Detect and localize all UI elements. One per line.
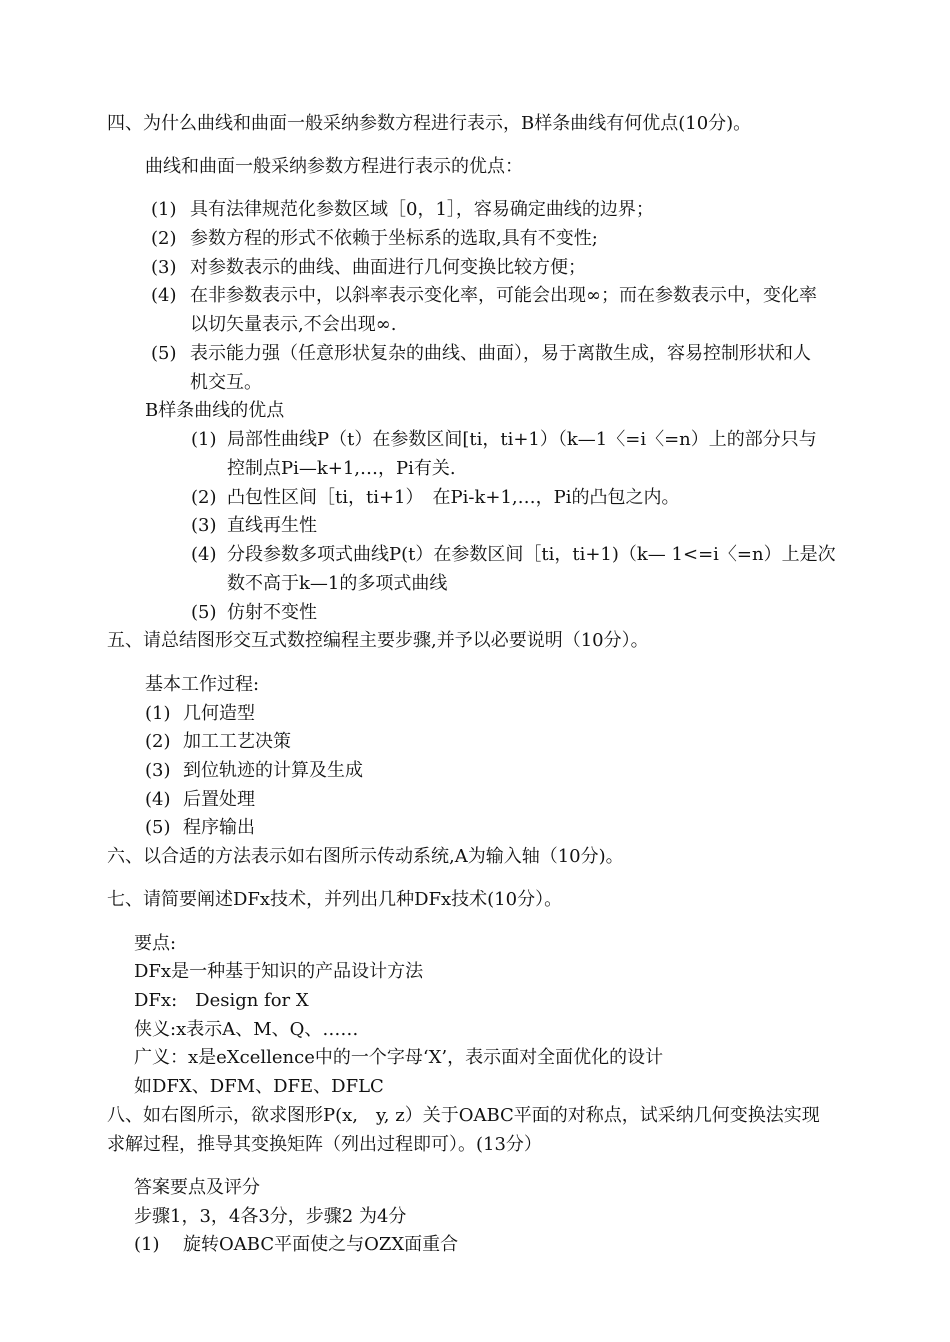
- q4-item-2-number: (2): [151, 228, 177, 249]
- q7-line-2: DFx是一种基于知识的产品设计方法: [134, 961, 424, 982]
- q7-line-1: 要点:: [134, 933, 177, 954]
- bspline-item-5-text: 仿射不变性: [227, 602, 317, 623]
- q4-item-1-text: 具有法律规范化参数区域［0，1］，容易确定曲线的边界；: [190, 199, 654, 220]
- q4-intro: 曲线和曲面一般采纳参数方程进行表示的优点：: [145, 156, 523, 177]
- bspline-item-5-number: (5): [191, 602, 217, 623]
- q4-item-5-text-line1: 表示能力强（任意形状复杂的曲线、曲面），易于离散生成，容易控制形状和人: [190, 343, 811, 364]
- bspline-item-4-number: (4): [191, 544, 217, 565]
- q4-item-1-number: (1): [151, 199, 177, 220]
- q8-title-line2: 求解过程，推导其变换矩阵（列出过程即可）。(13分）: [107, 1134, 542, 1155]
- q8-step1-number: (1): [134, 1234, 160, 1255]
- bspline-item-4-text-line2: 数不高于k—1的多项式曲线: [227, 573, 448, 594]
- q5-intro: 基本工作过程:: [145, 674, 260, 695]
- q4-item-4-number: (4): [151, 285, 177, 306]
- q5-item-2-number: (2): [145, 731, 171, 752]
- bspline-item-2-number: (2): [191, 487, 217, 508]
- q4-item-4-text-line2: 以切矢量表示,不会出现∞.: [190, 314, 397, 335]
- q4-title: 四、为什么曲线和曲面一般采纳参数方程进行表示，B样条曲线有何优点(10分)。: [107, 113, 752, 134]
- q4-item-3-number: (3): [151, 257, 177, 278]
- q5-title: 五、请总结图形交互式数控编程主要步骤,并予以必要说明（10分）。: [107, 630, 649, 651]
- q4-item-4-text-line1: 在非参数表示中，以斜率表示变化率，可能会出现∞；而在参数表示中，变化率: [190, 285, 817, 306]
- q5-item-5-text: 程序输出: [183, 817, 255, 838]
- q5-item-2-text: 加工工艺决策: [183, 731, 291, 752]
- bspline-item-2-text: 凸包性区间［ti，ti+1） 在Pi-k+1,…，Pi的凸包之内。: [227, 487, 680, 508]
- q5-item-3-text: 到位轨迹的计算及生成: [183, 760, 363, 781]
- bspline-item-1-text-line2: 控制点Pi—k+1,…，Pi有关.: [227, 458, 456, 479]
- q7-line-4: 侠义:x表示A、M、Q、……: [134, 1019, 359, 1040]
- bspline-item-1-text-line1: 局部性曲线P（t）在参数区间[ti，ti+1）（k—1〈=i〈=n）上的部分只与: [227, 429, 817, 450]
- q4-item-5-text-line2: 机交互。: [190, 372, 262, 393]
- q8-scoring: 步骤1，3，4各3分，步骤2 为4分: [134, 1206, 407, 1227]
- q8-step1-text: 旋转OABC平面使之与OZX面重合: [183, 1234, 459, 1255]
- q5-item-1-text: 几何造型: [183, 703, 255, 724]
- q4-item-3-text: 对参数表示的曲线、曲面进行几何变换比较方便；: [190, 257, 586, 278]
- bspline-item-3-number: (3): [191, 515, 217, 536]
- q5-item-4-text: 后置处理: [183, 789, 255, 810]
- q4-item-5-number: (5): [151, 343, 177, 364]
- q7-line-6: 如DFX、DFM、DFE、DFLC: [134, 1076, 384, 1097]
- bspline-heading: B样条曲线的优点: [145, 400, 285, 421]
- bspline-item-3-text: 直线再生性: [227, 515, 317, 536]
- q4-item-2-text: 参数方程的形式不依赖于坐标系的选取,具有不变性;: [190, 228, 598, 249]
- q5-item-5-number: (5): [145, 817, 171, 838]
- q5-item-3-number: (3): [145, 760, 171, 781]
- bspline-item-4-text-line1: 分段参数多项式曲线P(t）在参数区间［ti，ti+1)（k— 1<=i〈=n）上是次: [227, 544, 836, 565]
- q7-line-5: 广义：x是eXcellence中的一个字母‘X’，表示面对全面优化的设计: [134, 1047, 664, 1068]
- q7-line-3: DFx: Design for X: [134, 990, 309, 1011]
- q5-item-1-number: (1): [145, 703, 171, 724]
- q6-title: 六、以合适的方法表示如右图所示传动系统,A为输入轴（10分)。: [107, 846, 624, 867]
- q8-title-line1: 八、如右图所示，欲求图形P(x, y, z）关于OABC平面的对称点，试采纳几何变换法实现: [107, 1105, 820, 1126]
- q5-item-4-number: (4): [145, 789, 171, 810]
- q8-answer-heading: 答案要点及评分: [134, 1177, 260, 1198]
- q7-title: 七、请简要阐述DFx技术，并列出几种DFx技术(10分）。: [107, 889, 563, 910]
- bspline-item-1-number: (1): [191, 429, 217, 450]
